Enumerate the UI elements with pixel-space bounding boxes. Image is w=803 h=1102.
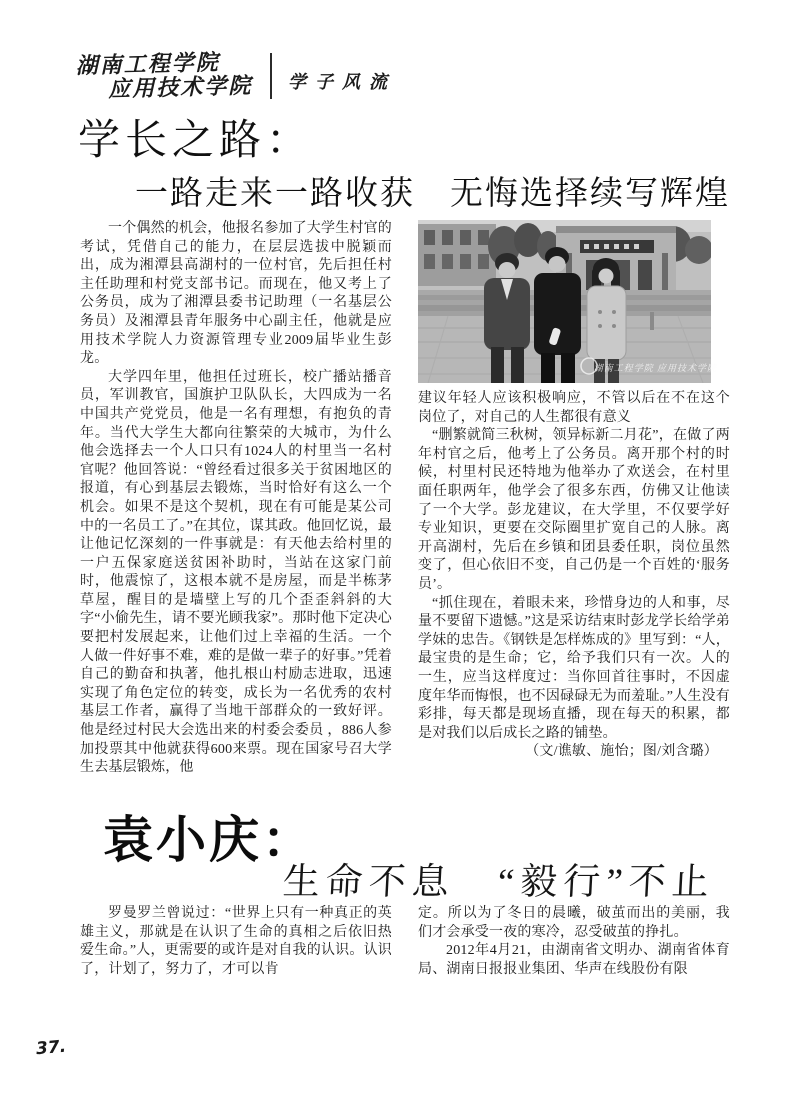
paragraph: 大学四年里，他担任过班长，校广播站播音员，军训教官，国旗护卫队队长，大四成为一名中国共产党党员，他是一名有理想，有抱负的青年。当代大学生大都向往繁荣的大城市，为什么他会选择去一个人口只有1024人的村里当一名村官呢？他回答说：“曾经看过很多关于贫困地区的报道，有心到基层去锻炼，当时恰好有这么一个机会。如果不是这个契机，现在有可能是某公司中的一名员工了。”在其位，谋其政。他回忆说，最让他记忆深刻的一件事就是：有天他去给村里的一户五保家庭送贫困补助时，当站在这家门前时，他震惊了，这根本就不是房屋，而是半栋茅草屋，醒目的是墙壁上写的几个歪歪斜斜的大字“小偷先生，请不要光顾我家”。那时他下定决心要把村发展起来，让他们过上幸福的生活。一个人做一件好事不难，难的是做一辈子的好事。”凭着自己的勤奋和执著，他扎根山村励志进取，迅速实现了角色定位的转变，成长为一名优秀的农村基层工作者，赢得了当地干部群众的一致好评。他是经过村民大会选出来的村委会委员 ，886人参加投票其中他就获得600来票。现在国家号召大学生去基层锻炼，他 — [80, 369, 392, 776]
paragraph: 2012年4月21，由湖南省文明办、湖南省体育局、湖南日报报业集团、华声在线股份有限 — [418, 943, 730, 977]
background-building-left — [418, 224, 496, 286]
article1-right-column — [418, 220, 730, 778]
article1-photo — [418, 220, 718, 383]
paragraph: 建议年轻人应该积极响应，不管以后在不在这个岗位了，对自己的人生都很有意义 — [418, 391, 730, 425]
article1-title-line2: 一路走来一路收获 无悔选择续写辉煌 — [135, 176, 730, 213]
article1-title — [78, 118, 730, 214]
article1-left-column — [80, 220, 392, 778]
article2-right-column — [418, 905, 730, 979]
photo-watermark: 湖南工程学院 应用技术学院 — [593, 363, 718, 374]
school-name-line1: 湖南工程学院 — [75, 49, 220, 79]
paragraph: 定。所以为了冬日的晨曦，破茧而出的美丽，我们才会承受一夜的寒冷，忍受破茧的挣扎。 — [418, 906, 730, 940]
article2-title-subtitle: 生命不息 “毅行”不止 — [281, 862, 716, 903]
article2-left-column — [80, 905, 392, 979]
page-number: 37. — [35, 1036, 67, 1060]
article1-title-line1: 学长之路： — [78, 118, 314, 164]
paragraph: 罗曼罗兰曾说过：“世界上只有一种真正的英雄主义，那就是在认识了生命的真相之后依旧热爱生命。”人，更需要的或许是对自我的认识。认识了，计划了，努力了，才可以肯 — [80, 906, 392, 977]
article1-body — [80, 220, 730, 778]
school-logo-text — [75, 50, 252, 103]
article2-title-name: 袁小庆： — [103, 812, 315, 868]
section-label: 学子风流 — [288, 72, 397, 93]
byline: （文/谯敏、施怡；图/刘含璐） — [525, 744, 718, 760]
school-name-line2: 应用技术学院 — [107, 72, 253, 102]
masthead — [75, 49, 397, 102]
paragraph: “删繁就简三秋树，领异标新二月花”，在做了两年村官之后，他考上了公务员。离开那个村的时候，村里村民还特地为他举办了欢送会，在村里面任职两年，他学会了很多东西，仿佛又让他读了一个大学。彭龙建议，在大学里，不仅要学好专业知识，更要在交际圈里扩宽自己的人脉。离开高湖村，先后在乡镇和团县委任职，岗位虽然变了，但心依旧不变，自己仍是一个百姓的‘服务员’。 — [418, 428, 730, 592]
paragraph: 一个偶然的机会，他报名参加了大学生村官的考试，凭借自己的能力，在层层选拔中脱颖而出，成为湘潭县高湖村的一位村官，先后担任村主任助理和村党支部书记。而现在，他又考上了公务员，成为了湘潭县委书记助理（一名基层公务员）及湘潭县青年服务中心副主任，他就是应用技术学院人力资源管理专业2009届毕业生彭龙。 — [80, 221, 392, 367]
article2-body — [80, 905, 730, 979]
paragraph: “抓住现在，着眼未来，珍惜身边的人和事，尽量不要留下遗憾。”这是采访结束时彭龙学长给学弟学妹的忠告。《钢铁是怎样炼成的》里写到：“人，最宝贵的是生命；它，给予我们只有一次。人的一生，应当这样度过：当你回首往事时，不因虚度年华而悔恨，也不因碌碌无为而羞耻。”人生没有彩排，每天都是现场直播，现在每天的积累，都是对我们以后成长之路的铺垫。 — [418, 595, 730, 741]
masthead-divider — [270, 53, 272, 99]
